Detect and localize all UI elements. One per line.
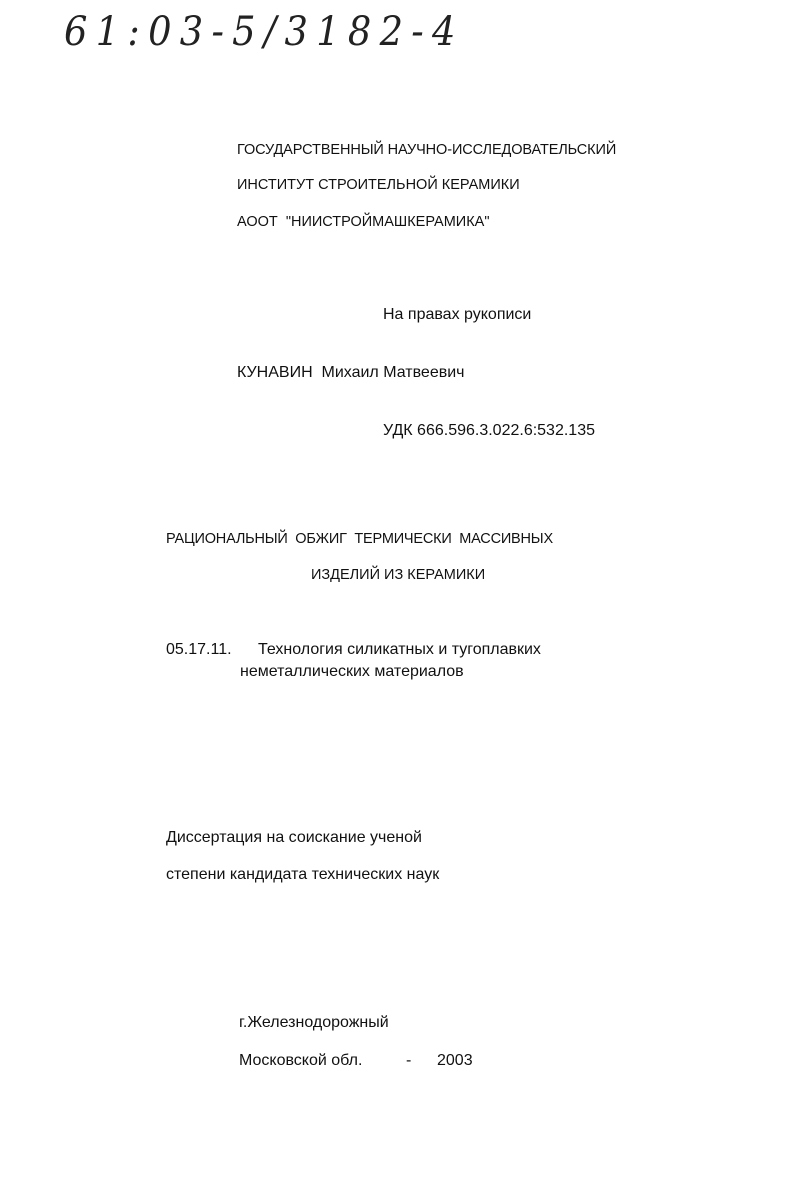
- handwritten-catalog-code: 61:03-5/3182-4: [64, 9, 464, 55]
- title-line-1: РАЦИОНАЛЬНЫЙ ОБЖИГ ТЕРМИЧЕСКИ МАССИВНЫХ: [166, 531, 553, 547]
- place-city: г.Железнодорожный: [239, 1014, 389, 1031]
- institution-line-1: ГОСУДАРСТВЕННЫЙ НАУЧНО-ИССЛЕДОВАТЕЛЬСКИЙ: [237, 142, 617, 158]
- author-name: КУНАВИН Михаил Матвеевич: [237, 364, 465, 381]
- specialty-line-1: Технология силикатных и тугоплавких: [258, 641, 541, 658]
- degree-line-2: степени кандидата технических наук: [166, 866, 440, 883]
- place-year: 2003: [437, 1052, 473, 1069]
- place-region: Московской обл.: [239, 1052, 363, 1069]
- institution-line-3: АООТ "НИИСТРОЙМАШКЕРАМИКА": [237, 214, 490, 230]
- specialty-code: 05.17.11.: [166, 641, 232, 658]
- specialty-line-2: неметаллических материалов: [240, 663, 464, 680]
- degree-line-1: Диссертация на соискание ученой: [166, 829, 422, 846]
- rights-note: На правах рукописи: [383, 306, 532, 323]
- institution-line-2: ИНСТИТУТ СТРОИТЕЛЬНОЙ КЕРАМИКИ: [237, 177, 520, 193]
- title-line-2: ИЗДЕЛИЙ ИЗ КЕРАМИКИ: [311, 567, 486, 583]
- place-dash: -: [406, 1052, 412, 1069]
- udc-code: УДК 666.596.3.022.6:532.135: [383, 422, 595, 439]
